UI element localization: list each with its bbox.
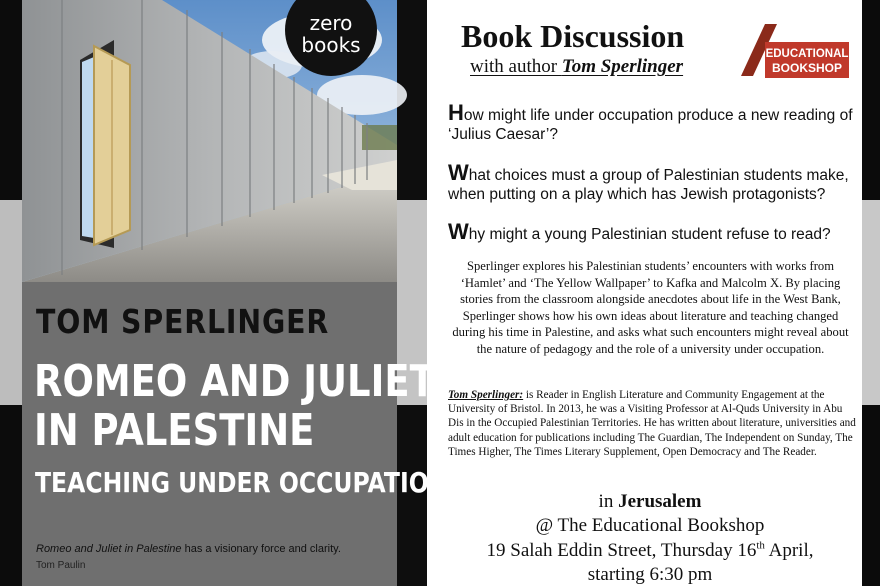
venue-time: starting 6:30 pm xyxy=(587,564,713,585)
event-author-prefix: with author xyxy=(470,56,562,77)
venue-place: @ The Educational Bookshop xyxy=(535,515,765,536)
question-3-text: hy might a young Palestinian student refuse to read? xyxy=(468,226,831,243)
cover-subtitle: TEACHING UNDER OCCUPATION xyxy=(35,466,449,499)
question-3 xyxy=(448,219,858,244)
venue-city: Jerusalem xyxy=(618,491,702,512)
zero-books-logo xyxy=(280,0,382,76)
question-1-text: ow might life under occupation produce a new reading of ‘Julius Caesar’? xyxy=(448,107,853,143)
question-1-initial: H xyxy=(448,100,464,125)
question-2-text: hat choices must a group of Palestinian students make, when putting on a play which has Jewish protagonists? xyxy=(448,167,849,203)
book-blurb: Sperlinger explores his Palestinian students’ encounters with works from ‘Hamlet’ and ‘The Yellow Wallpaper’ to Kafka and Malcolm X. By placing stories from the classroom alongside anecdotes about life in the West Bank, Sperlinger shows how his own ideas about literature and teaching changed during his time in Palestine, and asks what such encounters might reveal about the nature of pedagogy and the role of a university under occupation. xyxy=(452,259,849,356)
event-title: Book Discussion xyxy=(461,18,685,54)
zero-logo-line1: zero xyxy=(309,11,353,35)
author-bio-name: Tom Sperlinger: xyxy=(448,389,524,401)
venue-address: 19 Salah Eddin Street, Thursday 16 xyxy=(486,540,757,561)
question-3-initial: W xyxy=(448,219,469,244)
zero-logo-line2: books xyxy=(301,33,361,57)
question-2 xyxy=(448,160,858,204)
cover-quote-title: Romeo and Juliet in Palestine xyxy=(36,543,182,555)
book-cover xyxy=(22,0,449,586)
cover-title xyxy=(34,357,435,455)
venue-month: April, xyxy=(764,540,814,561)
venue-city-line xyxy=(430,490,870,514)
author-bio-text: is Reader in English Literature and Community Engagement at the University of Bristol. In 2013, he was a Visiting Professor at Al-Quds University in Abu Dis in the Occupied Palestinian Territories. He has written about literature, universities and adult education for publications including The Guardian, The Independent on Sunday, The Times Higher, The Times Literary Supplement, Open Democracy and The Reader. xyxy=(448,389,856,458)
venue-date-suffix: th xyxy=(756,539,765,552)
educational-bookshop-logo xyxy=(739,22,851,82)
question-1 xyxy=(448,100,858,144)
venue-in-prefix: in xyxy=(598,491,619,512)
cover-title-line1: ROMEO AND JULIET xyxy=(34,356,435,407)
cover-title-line2: IN PALESTINE xyxy=(34,405,315,456)
shop-logo-line2: BOOKSHOP xyxy=(771,61,843,75)
cover-author: TOM SPERLINGER xyxy=(36,302,330,341)
question-2-initial: W xyxy=(448,160,469,185)
cover-quote xyxy=(36,543,341,555)
event-author-name: Tom Sperlinger xyxy=(561,56,684,77)
venue-address-date xyxy=(430,539,870,563)
shop-logo-line1: EDUCATIONAL xyxy=(765,48,849,60)
author-bio xyxy=(448,388,858,459)
cover-quote-author: Tom Paulin xyxy=(36,560,86,571)
event-author-line xyxy=(470,56,683,78)
left-gray-stripe xyxy=(0,200,22,405)
cover-quote-rest: has a visionary force and clarity. xyxy=(181,543,341,555)
right-gray-stripe xyxy=(862,200,880,405)
